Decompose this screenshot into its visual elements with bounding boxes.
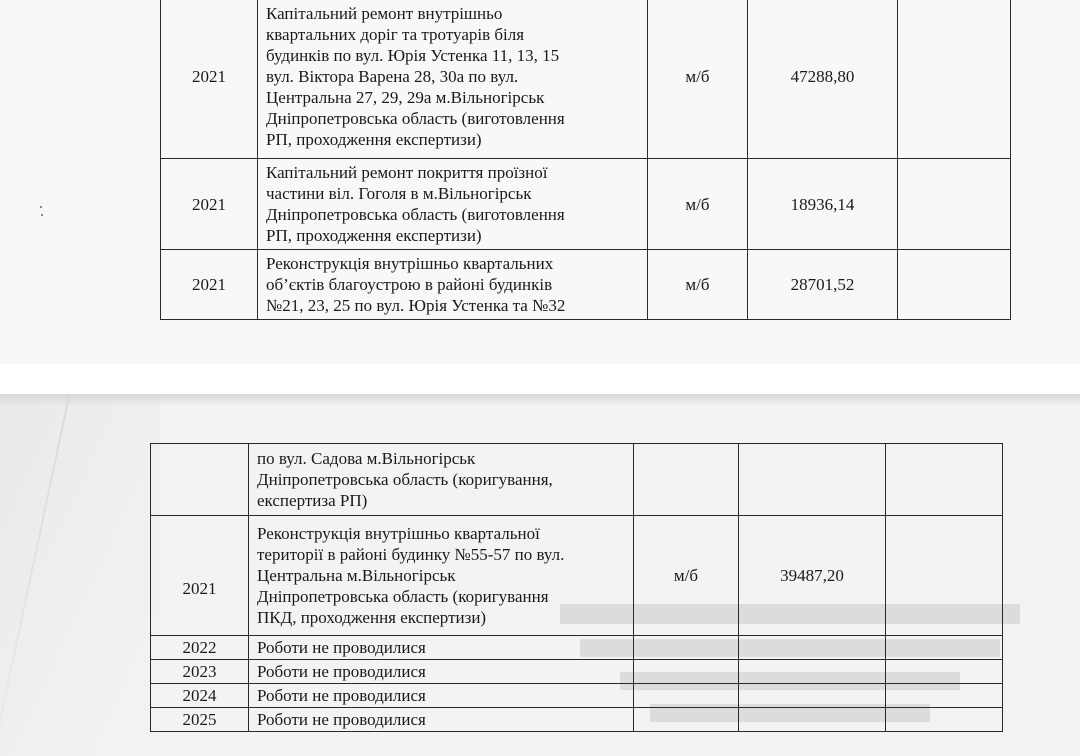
empty-cell: [898, 159, 1011, 250]
amount-cell: [739, 660, 886, 684]
description-cell: [249, 684, 634, 708]
funding-source-cell: [634, 708, 739, 732]
empty-cell: [886, 660, 1003, 684]
page-separator: [0, 364, 1080, 394]
description-line: Дніпропетровська область (виготовлення: [266, 109, 565, 128]
description-line: експертиза РП): [257, 491, 368, 510]
description-line: Роботи не проводилися: [257, 710, 426, 729]
amount-cell: [739, 684, 886, 708]
year-cell: 2021: [151, 516, 249, 636]
description-line: території в районі будинку №55-57 по вул.: [257, 545, 565, 564]
amount-cell: [739, 708, 886, 732]
funding-source-cell: [634, 636, 739, 660]
description-line: Дніпропетровська область (коригування,: [257, 470, 553, 489]
table-row: [161, 159, 1011, 250]
table-row: [151, 684, 1003, 708]
empty-cell: [886, 708, 1003, 732]
amount-cell: 18936,14: [748, 159, 898, 250]
description-line: Капітальний ремонт покриття проїзної: [266, 163, 548, 182]
empty-cell: [898, 0, 1011, 159]
empty-cell: [886, 444, 1003, 516]
description-cell: [249, 516, 634, 636]
works-table-bottom: [150, 443, 1003, 732]
description-line: по вул. Садова м.Вільногірськ: [257, 449, 476, 468]
year-cell: 2023: [151, 660, 249, 684]
description-cell: [249, 660, 634, 684]
year-cell: 2024: [151, 684, 249, 708]
description-cell: [249, 444, 634, 516]
table-row: [151, 660, 1003, 684]
funding-source-cell: м/б: [648, 159, 748, 250]
funding-source-cell: м/б: [648, 0, 748, 159]
table-row: [151, 516, 1003, 636]
description-cell: [258, 250, 648, 320]
year-cell: [151, 444, 249, 516]
description-line: ПКД, проходження експертизи): [257, 608, 487, 627]
year-cell: 2025: [151, 708, 249, 732]
description-line: РП, проходження експертизи): [266, 130, 482, 149]
empty-cell: [886, 684, 1003, 708]
funding-source-cell: [634, 684, 739, 708]
funding-source-cell: м/б: [648, 250, 748, 320]
description-line: Реконструкція внутрішньо квартальної: [257, 524, 540, 543]
description-line: Роботи не проводилися: [257, 662, 426, 681]
year-cell: 2021: [161, 250, 258, 320]
table-row: [151, 636, 1003, 660]
page-top-edge-shadow: [0, 394, 1080, 406]
amount-cell: 47288,80: [748, 0, 898, 159]
year-cell: 2021: [161, 0, 258, 159]
empty-cell: [886, 636, 1003, 660]
empty-cell: [886, 516, 1003, 636]
year-cell: 2022: [151, 636, 249, 660]
description-line: Реконструкція внутрішньо квартальних: [266, 254, 554, 273]
description-cell: [258, 159, 648, 250]
year-cell: 2021: [161, 159, 258, 250]
table-row: [161, 250, 1011, 320]
description-line: частини віл. Гоголя в м.Вільногірськ: [266, 184, 532, 203]
table-row: [151, 444, 1003, 516]
scan-speck: [41, 214, 43, 216]
amount-cell: [739, 444, 886, 516]
description-line: Центральна м.Вільногірськ: [257, 566, 456, 585]
amount-cell: 28701,52: [748, 250, 898, 320]
table-row: [161, 0, 1011, 159]
amount-cell: [739, 636, 886, 660]
funding-source-cell: м/б: [634, 516, 739, 636]
description-line: Дніпропетровська область (виготовлення: [266, 205, 565, 224]
description-cell: [258, 0, 648, 159]
description-line: Роботи не проводилися: [257, 686, 426, 705]
works-table-top: [160, 0, 1011, 320]
scan-page-top: [0, 0, 1080, 364]
empty-cell: [898, 250, 1011, 320]
amount-cell: 39487,20: [739, 516, 886, 636]
description-line: квартальних доріг та тротуарів біля: [266, 25, 525, 44]
page-fold-shadow: [0, 394, 160, 756]
description-line: вул. Віктора Варена 28, 30а по вул.: [266, 67, 519, 86]
description-line: Роботи не проводилися: [257, 638, 426, 657]
description-line: будинків по вул. Юрія Устенка 11, 13, 15: [266, 46, 560, 65]
description-line: Дніпропетровська область (коригування: [257, 587, 549, 606]
description-line: об’єктів благоустрою в районі будинків: [266, 275, 553, 294]
funding-source-cell: [634, 660, 739, 684]
description-line: РП, проходження експертизи): [266, 226, 482, 245]
description-line: Капітальний ремонт внутрішньо: [266, 4, 503, 23]
description-cell: [249, 636, 634, 660]
funding-source-cell: [634, 444, 739, 516]
table-row: [151, 708, 1003, 732]
description-line: №21, 23, 25 по вул. Юрія Устенка та №32: [266, 296, 566, 315]
description-cell: [249, 708, 634, 732]
scan-speck: [40, 206, 42, 208]
description-line: Центральна 27, 29, 29а м.Вільногірськ: [266, 88, 545, 107]
